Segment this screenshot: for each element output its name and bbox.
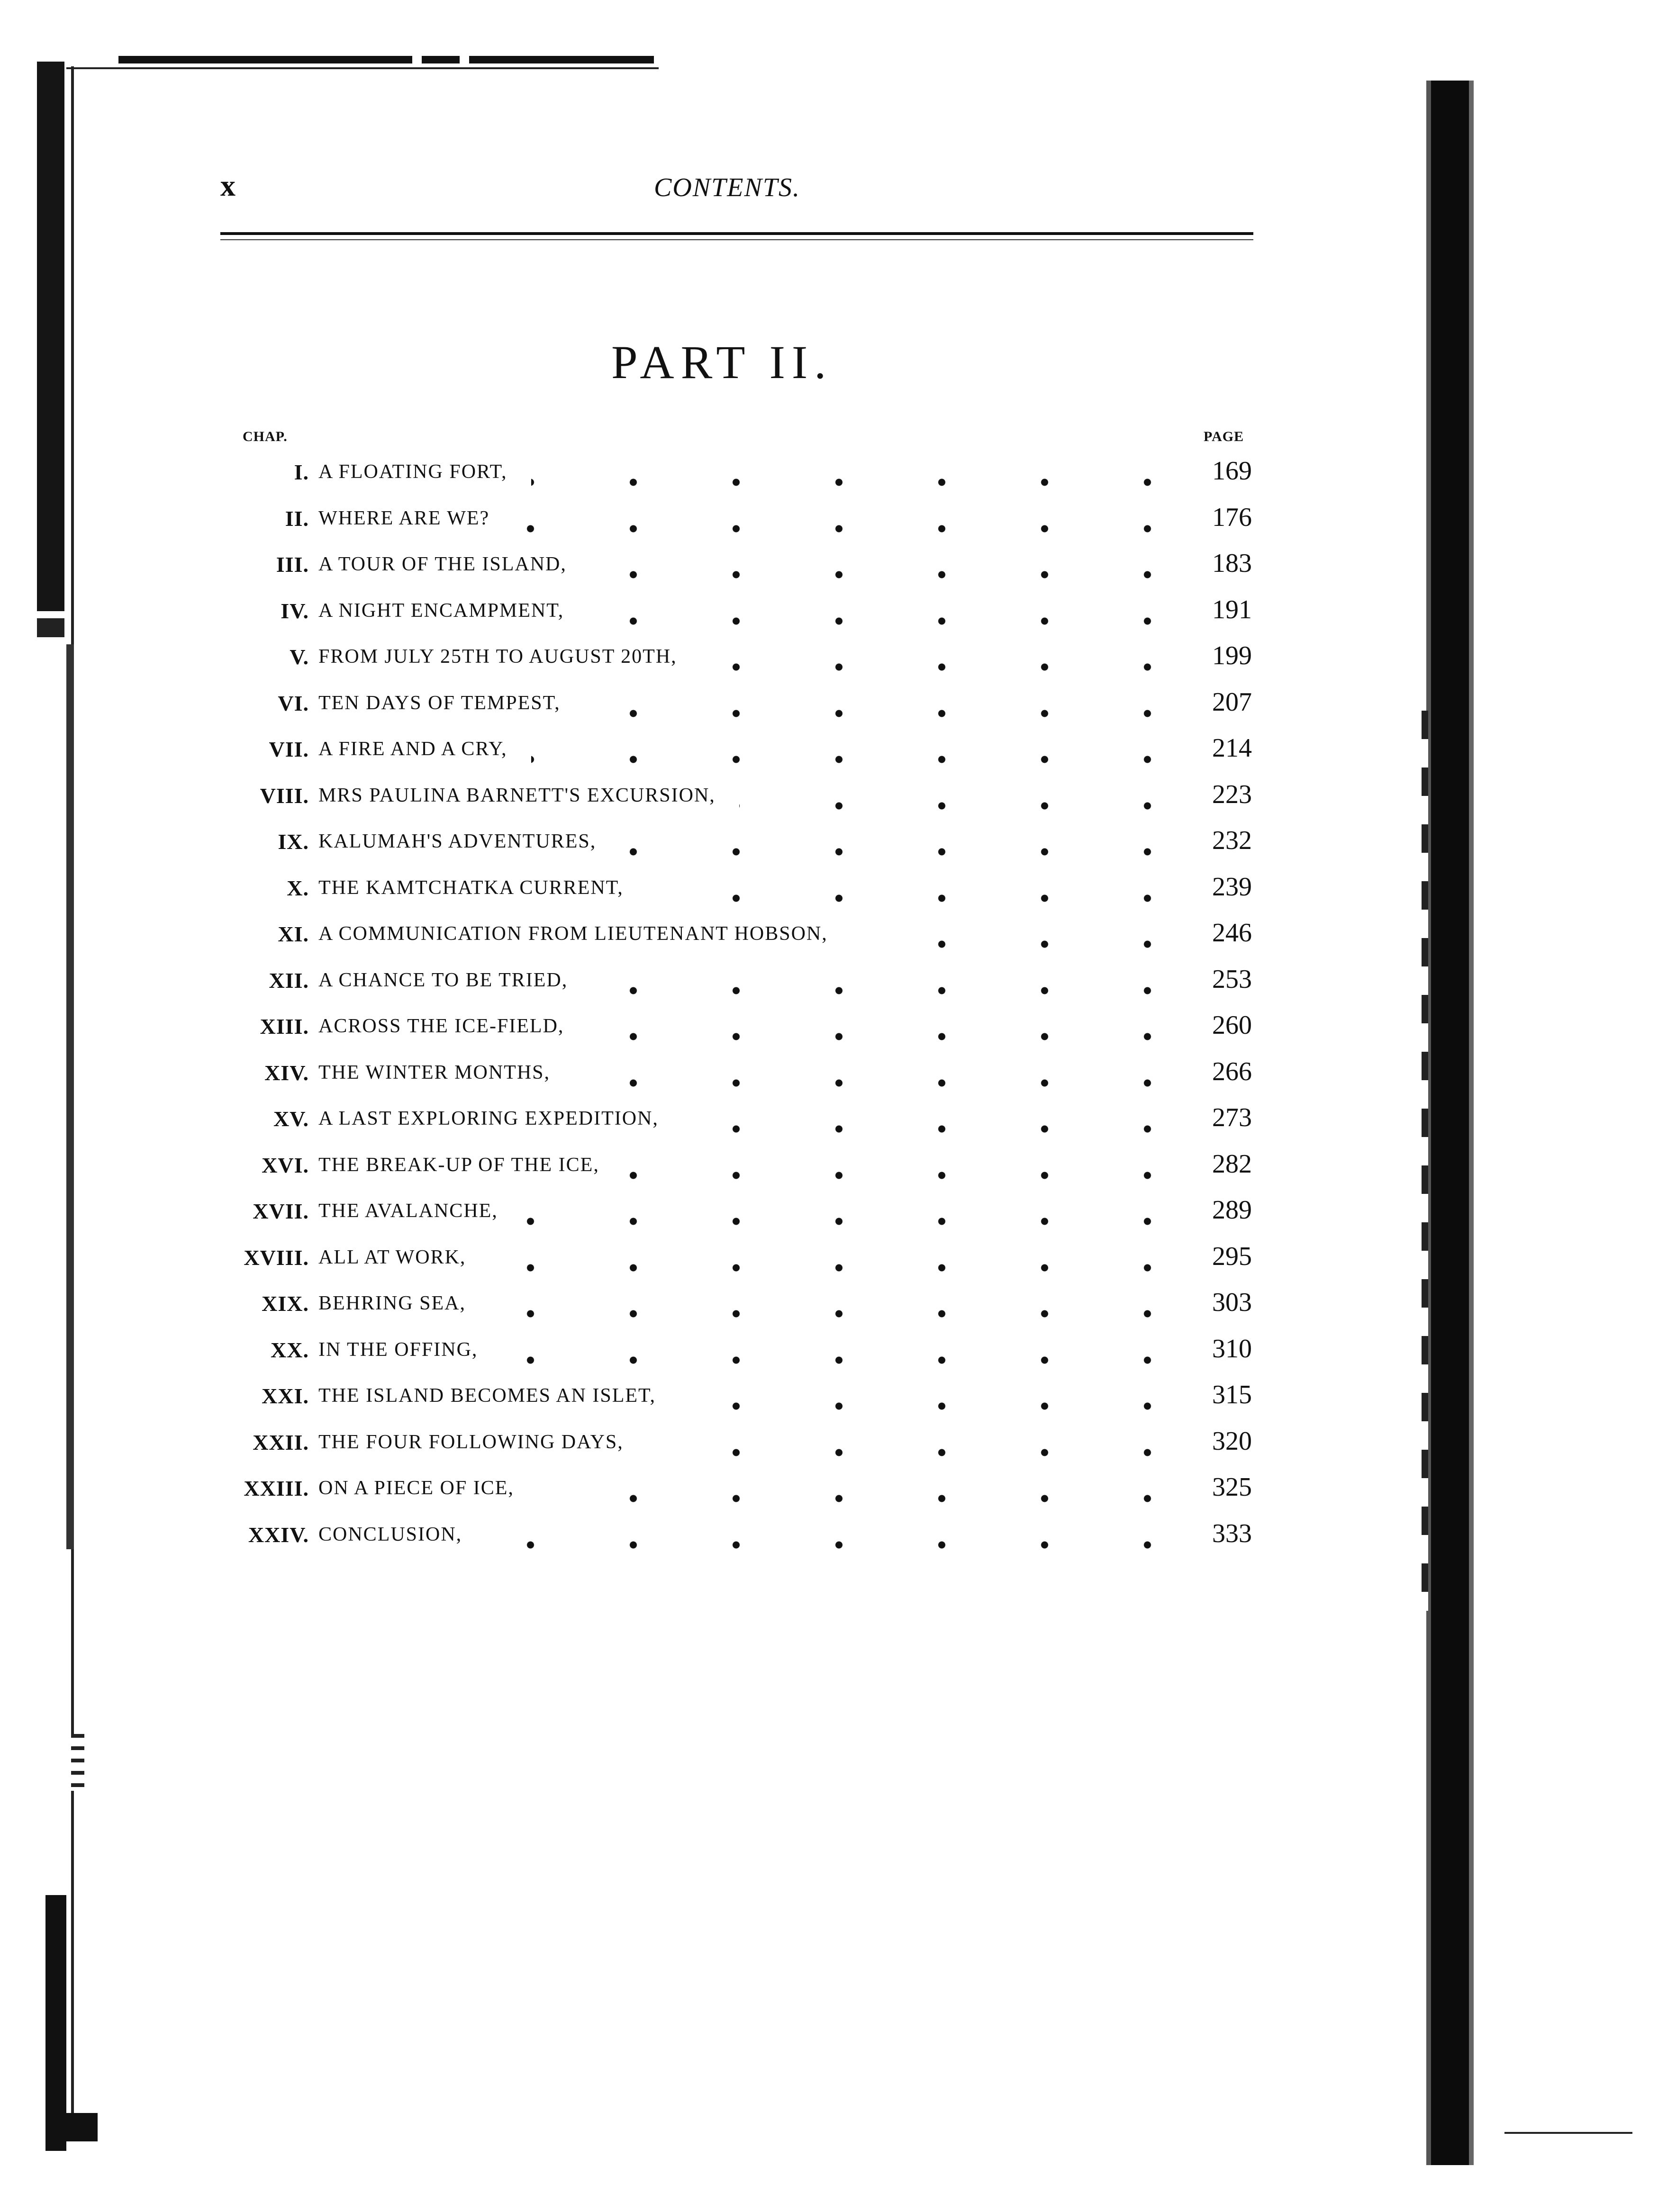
chapter-page-number: 169: [1212, 456, 1252, 486]
toc-row: [0, 547, 1667, 590]
chapter-number: XVII.: [253, 1199, 309, 1223]
toc-row: [0, 778, 1667, 821]
toc-row: [0, 1194, 1667, 1237]
dot-leader: [501, 1356, 1199, 1364]
chapter-number: XXIII.: [244, 1476, 309, 1500]
scan-top-edge: [66, 67, 659, 69]
toc-row: [0, 1148, 1667, 1191]
chapter-title: MRS PAULINA BARNETT'S EXCURSION,: [318, 784, 716, 806]
dot-leader: [538, 1495, 1199, 1502]
toc-row: [0, 640, 1667, 682]
chapter-page-number: 282: [1212, 1149, 1252, 1179]
chapter-number: I.: [294, 460, 309, 484]
chapter-page-number: 239: [1212, 872, 1252, 902]
page-numeral: x: [220, 169, 236, 202]
chapter-title: A FIRE AND A CRY,: [318, 738, 507, 760]
chapter-page-number: 273: [1212, 1103, 1252, 1132]
chapter-number: XXIV.: [248, 1522, 309, 1547]
chapter-page-number: 325: [1212, 1472, 1252, 1502]
toc-row: [0, 1471, 1667, 1514]
chapter-title: FROM JULY 25TH TO AUGUST 20TH,: [318, 646, 677, 668]
dot-leader: [620, 848, 1199, 856]
chapter-title: A FLOATING FORT,: [318, 461, 507, 483]
chapter-number: XIX.: [262, 1291, 309, 1316]
dot-leader: [679, 1402, 1199, 1410]
chapter-page-number: 183: [1212, 549, 1252, 578]
chapter-number: IX.: [278, 830, 309, 854]
chapter-number: XII.: [269, 968, 309, 993]
chapter-number: V.: [290, 645, 309, 669]
chapter-number: XVI.: [262, 1153, 309, 1177]
dot-leader: [588, 1033, 1199, 1040]
chapter-title: A LAST EXPLORING EXPEDITION,: [318, 1108, 659, 1129]
chapter-page-number: 315: [1212, 1380, 1252, 1409]
chapter-number: VII.: [269, 737, 309, 761]
dot-leader: [584, 710, 1199, 717]
toc-row: [0, 1517, 1667, 1560]
chapter-number: XIV.: [264, 1060, 309, 1085]
dot-leader: [590, 571, 1199, 578]
dot-leader: [591, 987, 1199, 994]
column-heading-page: PAGE: [1204, 429, 1244, 444]
scan-bottom-right-line: [1504, 2132, 1632, 2134]
chapter-page-number: 191: [1212, 595, 1252, 624]
chapter-number: XXII.: [253, 1430, 309, 1454]
chapter-page-number: 289: [1212, 1195, 1252, 1225]
dot-leader: [623, 1172, 1199, 1179]
chapter-title: A CHANCE TO BE TRIED,: [318, 969, 568, 991]
chapter-page-number: 333: [1212, 1518, 1252, 1548]
chapter-title: ALL AT WORK,: [318, 1246, 466, 1268]
dot-leader: [852, 940, 1199, 948]
toc-row: [0, 1240, 1667, 1283]
dot-leader: [739, 802, 1199, 810]
chapter-number: VI.: [278, 691, 309, 715]
chapter-title: A TOUR OF THE ISLAND,: [318, 553, 567, 575]
chapter-page-number: 303: [1212, 1288, 1252, 1317]
chapter-number: XIII.: [260, 1014, 309, 1038]
dot-leader: [489, 1264, 1199, 1272]
chapter-number: XXI.: [262, 1384, 309, 1408]
scan-left-ticks: [71, 1734, 84, 1791]
toc-row: [0, 871, 1667, 913]
dot-leader: [647, 894, 1199, 902]
chapter-page-number: 199: [1212, 641, 1252, 670]
dot-leader: [588, 617, 1199, 625]
chapter-page-number: 223: [1212, 779, 1252, 809]
chapter-title: THE KAMTCHATKA CURRENT,: [318, 876, 624, 899]
column-heading-chapter: CHAP.: [243, 429, 288, 444]
toc-row: [0, 455, 1667, 497]
toc-row: [0, 1056, 1667, 1098]
chapter-number: III.: [276, 552, 309, 577]
chapter-page-number: 310: [1212, 1334, 1252, 1363]
chapter-title: A COMMUNICATION FROM LIEUTENANT HOBSON,: [318, 923, 828, 945]
running-head: CONTENTS.: [654, 173, 800, 202]
dot-leader: [486, 1541, 1199, 1549]
chapter-number: XX.: [271, 1337, 309, 1362]
chapter-title: THE AVALANCHE,: [318, 1200, 498, 1222]
dot-leader: [647, 1449, 1199, 1456]
chapter-page-number: 295: [1212, 1241, 1252, 1271]
chapter-number: XI.: [278, 922, 309, 946]
chapter-title: TEN DAYS OF TEMPEST,: [318, 692, 561, 714]
toc-row: [0, 1101, 1667, 1144]
dot-leader: [574, 1079, 1199, 1087]
toc-row: [0, 917, 1667, 959]
dot-leader: [531, 479, 1199, 486]
toc-row: [0, 824, 1667, 867]
toc-row: [0, 963, 1667, 1006]
toc-row: [0, 686, 1667, 729]
chapter-title: KALUMAH'S ADVENTURES,: [318, 831, 597, 852]
toc-row: [0, 501, 1667, 544]
chapter-number: IV.: [281, 598, 309, 623]
chapter-number: II.: [285, 506, 309, 531]
scan-left-bottom-block: [45, 1895, 66, 2151]
toc-row: [0, 594, 1667, 636]
chapter-number: X.: [287, 876, 309, 900]
chapter-title: CONCLUSION,: [318, 1523, 462, 1545]
chapter-page-number: 214: [1212, 733, 1252, 763]
chapter-title: WHERE ARE WE?: [318, 507, 490, 529]
chapter-title: ON A PIECE OF ICE,: [318, 1477, 514, 1499]
dot-leader: [513, 525, 1199, 533]
chapter-title: THE ISLAND BECOMES AN ISLET,: [318, 1385, 656, 1407]
chapter-number: XV.: [273, 1107, 309, 1131]
toc-row: [0, 1425, 1667, 1468]
toc-row: [0, 1379, 1667, 1421]
chapter-title: THE FOUR FOLLOWING DAYS,: [318, 1431, 624, 1453]
chapter-page-number: 260: [1212, 1011, 1252, 1040]
part-title: PART II.: [611, 336, 833, 388]
chapter-page-number: 232: [1212, 826, 1252, 855]
chapter-title: THE BREAK-UP OF THE ICE,: [318, 1154, 599, 1176]
chapter-title: ACROSS THE ICE-FIELD,: [318, 1015, 564, 1037]
chapter-page-number: 246: [1212, 918, 1252, 948]
chapter-title: BEHRING SEA,: [318, 1292, 466, 1314]
chapter-page-number: 176: [1212, 502, 1252, 532]
chapter-page-number: 266: [1212, 1056, 1252, 1086]
chapter-title: IN THE OFFING,: [318, 1338, 478, 1361]
chapter-page-number: 253: [1212, 964, 1252, 994]
header-rule: [220, 232, 1253, 235]
chapter-page-number: 207: [1212, 687, 1252, 717]
toc-row: [0, 732, 1667, 775]
scan-top-bar: [118, 56, 654, 63]
dot-leader: [682, 1125, 1199, 1133]
header-rule-thin: [220, 239, 1253, 240]
dot-leader: [701, 663, 1199, 671]
toc-row: [0, 1333, 1667, 1375]
chapter-title: A NIGHT ENCAMPMENT,: [318, 599, 564, 622]
scan-left-bottom-foot: [45, 2113, 98, 2141]
toc-row: [0, 1009, 1667, 1052]
dot-leader: [531, 756, 1199, 763]
chapter-number: VIII.: [260, 783, 309, 808]
chapter-page-number: 320: [1212, 1426, 1252, 1456]
chapter-number: XVIII.: [244, 1245, 309, 1270]
dot-leader: [489, 1310, 1199, 1318]
dot-leader: [522, 1218, 1199, 1225]
toc-row: [0, 1286, 1667, 1329]
chapter-title: THE WINTER MONTHS,: [318, 1061, 551, 1083]
